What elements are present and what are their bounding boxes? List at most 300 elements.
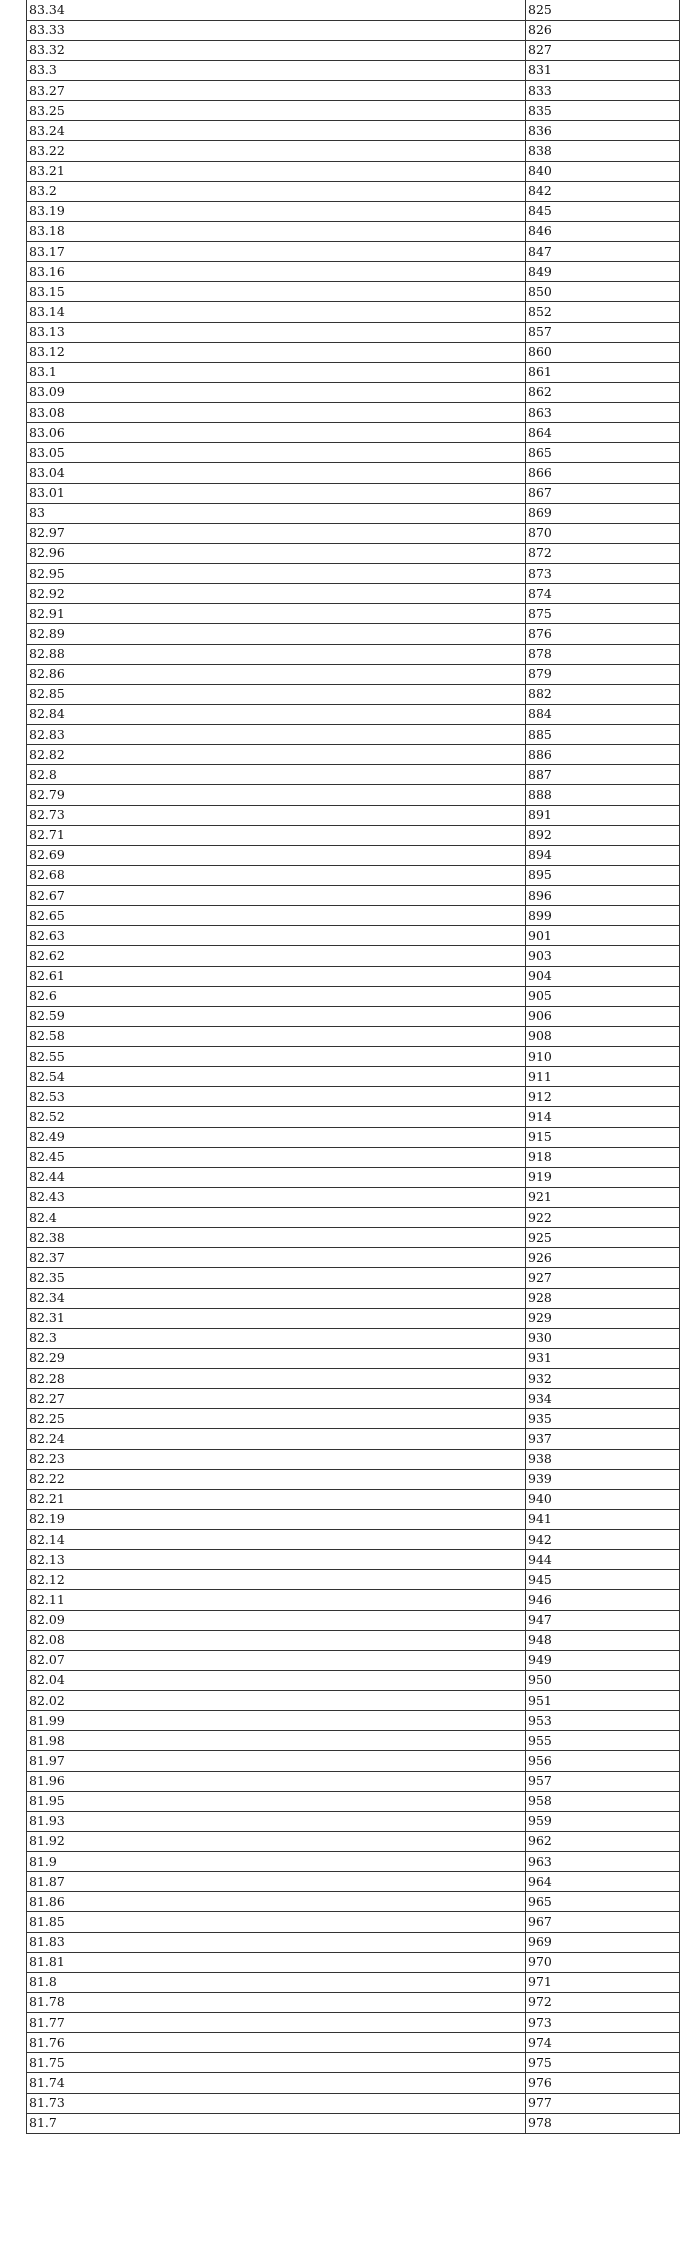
- score-cell: 81.95: [27, 1791, 526, 1811]
- table-row: [27, 40, 680, 60]
- score-cell: 81.8: [27, 1972, 526, 1992]
- score-cell: 82.35: [27, 1268, 526, 1288]
- score-cell: 83.2: [27, 181, 526, 201]
- score-cell: 83.09: [27, 382, 526, 402]
- rank-cell: 827: [526, 40, 680, 60]
- table-row: [27, 604, 680, 624]
- table-row: [27, 141, 680, 161]
- score-cell: 81.93: [27, 1811, 526, 1831]
- score-cell: 82.12: [27, 1570, 526, 1590]
- rank-cell: 975: [526, 2053, 680, 2073]
- table-row: [27, 1449, 680, 1469]
- table-row: [27, 785, 680, 805]
- score-cell: 82.22: [27, 1469, 526, 1489]
- table-row: [27, 2053, 680, 2073]
- rank-cell: 956: [526, 1751, 680, 1771]
- table-row: [27, 322, 680, 342]
- rank-cell: 941: [526, 1509, 680, 1529]
- table-row: [27, 1570, 680, 1590]
- rank-cell: 835: [526, 101, 680, 121]
- rank-cell: 953: [526, 1711, 680, 1731]
- rank-cell: 969: [526, 1932, 680, 1952]
- rank-cell: 930: [526, 1328, 680, 1348]
- table-row: [27, 2113, 680, 2133]
- table-row: [27, 986, 680, 1006]
- rank-cell: 912: [526, 1087, 680, 1107]
- rank-cell: 957: [526, 1771, 680, 1791]
- score-cell: 82.8: [27, 765, 526, 785]
- table-row: [27, 1127, 680, 1147]
- score-cell: 83.1: [27, 362, 526, 382]
- score-cell: 82.31: [27, 1308, 526, 1328]
- rank-cell: 904: [526, 966, 680, 986]
- score-cell: 83.32: [27, 40, 526, 60]
- score-cell: 81.96: [27, 1771, 526, 1791]
- table-row: [27, 926, 680, 946]
- score-cell: 82.24: [27, 1429, 526, 1449]
- table-row: [27, 523, 680, 543]
- rank-cell: 963: [526, 1852, 680, 1872]
- score-cell: 81.92: [27, 1831, 526, 1851]
- rank-cell: 866: [526, 463, 680, 483]
- rank-cell: 865: [526, 443, 680, 463]
- score-cell: 81.85: [27, 1912, 526, 1932]
- rank-cell: 929: [526, 1308, 680, 1328]
- table-row: [27, 342, 680, 362]
- table-row: [27, 1791, 680, 1811]
- table-row: [27, 1892, 680, 1912]
- rank-cell: 922: [526, 1208, 680, 1228]
- score-cell: 82.37: [27, 1248, 526, 1268]
- score-cell: 82.62: [27, 946, 526, 966]
- score-cell: 82.71: [27, 825, 526, 845]
- rank-cell: 976: [526, 2073, 680, 2093]
- score-cell: 82.91: [27, 604, 526, 624]
- score-cell: 82.29: [27, 1348, 526, 1368]
- table-row: [27, 2093, 680, 2113]
- table-row: [27, 1550, 680, 1570]
- rank-cell: 875: [526, 604, 680, 624]
- table-row: [27, 1952, 680, 1972]
- score-cell: 82.82: [27, 745, 526, 765]
- rank-cell: 962: [526, 1831, 680, 1851]
- table-row: [27, 1006, 680, 1026]
- rank-cell: 852: [526, 302, 680, 322]
- rank-cell: 899: [526, 906, 680, 926]
- rank-cell: 937: [526, 1429, 680, 1449]
- table-row: [27, 1771, 680, 1791]
- score-cell: 81.74: [27, 2073, 526, 2093]
- score-cell: 82.38: [27, 1228, 526, 1248]
- table-row: [27, 1711, 680, 1731]
- table-row: [27, 2013, 680, 2033]
- table-row: [27, 1509, 680, 1529]
- table-row: [27, 262, 680, 282]
- rank-cell: 925: [526, 1228, 680, 1248]
- rank-cell: 974: [526, 2033, 680, 2053]
- table-row: [27, 745, 680, 765]
- rank-cell: 946: [526, 1590, 680, 1610]
- rank-cell: 826: [526, 20, 680, 40]
- score-cell: 83.16: [27, 262, 526, 282]
- score-cell: 82.85: [27, 684, 526, 704]
- rank-cell: 914: [526, 1107, 680, 1127]
- score-cell: 82.3: [27, 1328, 526, 1348]
- table-row: [27, 865, 680, 885]
- table-row: [27, 1369, 680, 1389]
- score-cell: 82.4: [27, 1208, 526, 1228]
- score-cell: 82.67: [27, 886, 526, 906]
- rank-cell: 971: [526, 1972, 680, 1992]
- score-cell: 82.96: [27, 543, 526, 563]
- score-cell: 82.21: [27, 1489, 526, 1509]
- rank-cell: 864: [526, 423, 680, 443]
- score-cell: 82.92: [27, 584, 526, 604]
- table-row: [27, 1187, 680, 1207]
- score-cell: 82.95: [27, 564, 526, 584]
- rank-cell: 879: [526, 664, 680, 684]
- table-row: [27, 1731, 680, 1751]
- rank-cell: 977: [526, 2093, 680, 2113]
- rank-cell: 938: [526, 1449, 680, 1469]
- table-row: [27, 242, 680, 262]
- score-cell: 82.88: [27, 644, 526, 664]
- rank-cell: 959: [526, 1811, 680, 1831]
- table-row: [27, 664, 680, 684]
- score-cell: 83.33: [27, 20, 526, 40]
- table-row: [27, 1630, 680, 1650]
- rank-cell: 942: [526, 1530, 680, 1550]
- rank-cell: 928: [526, 1288, 680, 1308]
- table-row: [27, 1348, 680, 1368]
- score-cell: 82.44: [27, 1167, 526, 1187]
- rank-cell: 863: [526, 403, 680, 423]
- score-cell: 82.02: [27, 1691, 526, 1711]
- score-rank-table: [26, 0, 680, 2134]
- rank-cell: 915: [526, 1127, 680, 1147]
- rank-cell: 861: [526, 362, 680, 382]
- table-row: [27, 1831, 680, 1851]
- rank-cell: 948: [526, 1630, 680, 1650]
- score-cell: 81.7: [27, 2113, 526, 2133]
- rank-cell: 973: [526, 2013, 680, 2033]
- rank-cell: 869: [526, 503, 680, 523]
- rank-cell: 846: [526, 221, 680, 241]
- score-cell: 83.34: [27, 0, 526, 20]
- rank-cell: 926: [526, 1248, 680, 1268]
- table-row: [27, 1972, 680, 1992]
- score-cell: 82.14: [27, 1530, 526, 1550]
- table-row: [27, 543, 680, 563]
- table-row: [27, 1932, 680, 1952]
- table-row: [27, 805, 680, 825]
- rank-cell: 939: [526, 1469, 680, 1489]
- rank-cell: 910: [526, 1047, 680, 1067]
- table-row: [27, 1469, 680, 1489]
- score-cell: 82.89: [27, 624, 526, 644]
- rank-cell: 870: [526, 523, 680, 543]
- table-row: [27, 1590, 680, 1610]
- score-cell: 82.28: [27, 1369, 526, 1389]
- table-row: [27, 1047, 680, 1067]
- table-row: [27, 1026, 680, 1046]
- rank-cell: 873: [526, 564, 680, 584]
- score-cell: 81.87: [27, 1872, 526, 1892]
- table-row: [27, 564, 680, 584]
- table-row: [27, 1107, 680, 1127]
- rank-cell: 906: [526, 1006, 680, 1026]
- score-cell: 82.08: [27, 1630, 526, 1650]
- rank-cell: 874: [526, 584, 680, 604]
- table-row: [27, 382, 680, 402]
- table-row: [27, 2073, 680, 2093]
- rank-cell: 885: [526, 725, 680, 745]
- rank-cell: 892: [526, 825, 680, 845]
- score-cell: 81.75: [27, 2053, 526, 2073]
- table-row: [27, 765, 680, 785]
- score-cell: 83.3: [27, 60, 526, 80]
- rank-cell: 901: [526, 926, 680, 946]
- score-cell: 82.52: [27, 1107, 526, 1127]
- table-row: [27, 503, 680, 523]
- rank-cell: 905: [526, 986, 680, 1006]
- table-row: [27, 966, 680, 986]
- score-cell: 83.27: [27, 81, 526, 101]
- rank-cell: 845: [526, 201, 680, 221]
- table-row: [27, 1912, 680, 1932]
- score-cell: 81.97: [27, 1751, 526, 1771]
- table-row: [27, 302, 680, 322]
- rank-cell: 886: [526, 745, 680, 765]
- score-cell: 82.6: [27, 986, 526, 1006]
- table-row: [27, 1610, 680, 1630]
- score-cell: 81.98: [27, 1731, 526, 1751]
- table-row: [27, 1670, 680, 1690]
- rank-cell: 932: [526, 1369, 680, 1389]
- table-row: [27, 443, 680, 463]
- table-row: [27, 1308, 680, 1328]
- score-cell: 82.25: [27, 1409, 526, 1429]
- rank-cell: 918: [526, 1147, 680, 1167]
- rank-cell: 825: [526, 0, 680, 20]
- score-cell: 82.19: [27, 1509, 526, 1529]
- table-row: [27, 1328, 680, 1348]
- table-row: [27, 845, 680, 865]
- score-cell: 81.81: [27, 1952, 526, 1972]
- table-row: [27, 121, 680, 141]
- rank-cell: 947: [526, 1610, 680, 1630]
- rank-cell: 895: [526, 865, 680, 885]
- table-row: [27, 1147, 680, 1167]
- score-cell: 82.68: [27, 865, 526, 885]
- table-row: [27, 1650, 680, 1670]
- rank-cell: 867: [526, 483, 680, 503]
- rank-cell: 927: [526, 1268, 680, 1288]
- score-cell: 82.59: [27, 1006, 526, 1026]
- rank-cell: 872: [526, 543, 680, 563]
- table-row: [27, 483, 680, 503]
- table-row: [27, 1429, 680, 1449]
- rank-cell: 908: [526, 1026, 680, 1046]
- rank-cell: 911: [526, 1067, 680, 1087]
- score-cell: 82.58: [27, 1026, 526, 1046]
- score-cell: 82.86: [27, 664, 526, 684]
- rank-cell: 847: [526, 242, 680, 262]
- score-cell: 81.73: [27, 2093, 526, 2113]
- table-row: [27, 181, 680, 201]
- table-row: [27, 1228, 680, 1248]
- rank-cell: 950: [526, 1670, 680, 1690]
- score-cell: 82.65: [27, 906, 526, 926]
- table-row: [27, 1751, 680, 1771]
- table-row: [27, 161, 680, 181]
- score-cell: 83.24: [27, 121, 526, 141]
- score-cell: 82.09: [27, 1610, 526, 1630]
- rank-cell: 857: [526, 322, 680, 342]
- table-row: [27, 684, 680, 704]
- table-row: [27, 704, 680, 724]
- table-row: [27, 1530, 680, 1550]
- rank-cell: 921: [526, 1187, 680, 1207]
- table-row: [27, 906, 680, 926]
- score-cell: 82.13: [27, 1550, 526, 1570]
- table-row: [27, 1268, 680, 1288]
- rank-cell: 934: [526, 1389, 680, 1409]
- table-row: [27, 624, 680, 644]
- score-cell: 82.45: [27, 1147, 526, 1167]
- table-row: [27, 1852, 680, 1872]
- table-row: [27, 725, 680, 745]
- score-cell: 82.27: [27, 1389, 526, 1409]
- rank-cell: 940: [526, 1489, 680, 1509]
- table-row: [27, 60, 680, 80]
- score-cell: 82.97: [27, 523, 526, 543]
- score-cell: 82.11: [27, 1590, 526, 1610]
- score-cell: 82.34: [27, 1288, 526, 1308]
- score-cell: 82.49: [27, 1127, 526, 1147]
- rank-cell: 876: [526, 624, 680, 644]
- score-cell: 82.84: [27, 704, 526, 724]
- rank-cell: 862: [526, 382, 680, 402]
- table-row: [27, 101, 680, 121]
- rank-cell: 896: [526, 886, 680, 906]
- score-cell: 81.9: [27, 1852, 526, 1872]
- table-row: [27, 825, 680, 845]
- table-row: [27, 1248, 680, 1268]
- score-cell: 81.78: [27, 1992, 526, 2012]
- table-row: [27, 1167, 680, 1187]
- score-cell: 83.19: [27, 201, 526, 221]
- rank-cell: 955: [526, 1731, 680, 1751]
- rank-cell: 935: [526, 1409, 680, 1429]
- score-cell: 83.15: [27, 282, 526, 302]
- score-cell: 82.73: [27, 805, 526, 825]
- table-row: [27, 81, 680, 101]
- table-row: [27, 1811, 680, 1831]
- score-cell: 83.18: [27, 221, 526, 241]
- rank-cell: 978: [526, 2113, 680, 2133]
- rank-cell: 831: [526, 60, 680, 80]
- rank-cell: 882: [526, 684, 680, 704]
- score-cell: 83.05: [27, 443, 526, 463]
- rank-cell: 945: [526, 1570, 680, 1590]
- rank-cell: 836: [526, 121, 680, 141]
- rank-cell: 965: [526, 1892, 680, 1912]
- rank-cell: 972: [526, 1992, 680, 2012]
- rank-cell: 850: [526, 282, 680, 302]
- table-row: [27, 403, 680, 423]
- table-row: [27, 1489, 680, 1509]
- table-row: [27, 2033, 680, 2053]
- score-cell: 83.06: [27, 423, 526, 443]
- table-row: [27, 1872, 680, 1892]
- score-cell: 83.14: [27, 302, 526, 322]
- table-row: [27, 584, 680, 604]
- table-row: [27, 886, 680, 906]
- rank-cell: 838: [526, 141, 680, 161]
- score-cell: 82.69: [27, 845, 526, 865]
- table-row: [27, 20, 680, 40]
- rank-cell: 903: [526, 946, 680, 966]
- score-cell: 83.21: [27, 161, 526, 181]
- rank-cell: 919: [526, 1167, 680, 1187]
- score-cell: 81.76: [27, 2033, 526, 2053]
- table-row: [27, 362, 680, 382]
- score-cell: 83.13: [27, 322, 526, 342]
- score-cell: 82.54: [27, 1067, 526, 1087]
- rank-cell: 860: [526, 342, 680, 362]
- rank-cell: 967: [526, 1912, 680, 1932]
- score-cell: 83.12: [27, 342, 526, 362]
- rank-cell: 840: [526, 161, 680, 181]
- score-cell: 83.04: [27, 463, 526, 483]
- table-row: [27, 1067, 680, 1087]
- rank-cell: 894: [526, 845, 680, 865]
- table-row: [27, 221, 680, 241]
- rank-cell: 949: [526, 1650, 680, 1670]
- score-cell: 83.25: [27, 101, 526, 121]
- score-cell: 83: [27, 503, 526, 523]
- score-cell: 83.01: [27, 483, 526, 503]
- score-cell: 82.63: [27, 926, 526, 946]
- rank-cell: 884: [526, 704, 680, 724]
- table-row: [27, 1992, 680, 2012]
- table-row: [27, 1409, 680, 1429]
- score-cell: 82.55: [27, 1047, 526, 1067]
- score-cell: 83.22: [27, 141, 526, 161]
- rank-cell: 951: [526, 1691, 680, 1711]
- rank-cell: 842: [526, 181, 680, 201]
- score-cell: 81.86: [27, 1892, 526, 1912]
- table-row: [27, 1389, 680, 1409]
- table-row: [27, 1288, 680, 1308]
- table-row: [27, 282, 680, 302]
- score-cell: 82.79: [27, 785, 526, 805]
- table-row: [27, 1691, 680, 1711]
- table-body: [27, 0, 680, 2133]
- score-cell: 82.07: [27, 1650, 526, 1670]
- rank-cell: 958: [526, 1791, 680, 1811]
- table-row: [27, 644, 680, 664]
- table-row: [27, 201, 680, 221]
- score-cell: 82.53: [27, 1087, 526, 1107]
- score-cell: 82.83: [27, 725, 526, 745]
- table-row: [27, 0, 680, 20]
- rank-cell: 888: [526, 785, 680, 805]
- score-cell: 83.17: [27, 242, 526, 262]
- table-row: [27, 1208, 680, 1228]
- rank-cell: 944: [526, 1550, 680, 1570]
